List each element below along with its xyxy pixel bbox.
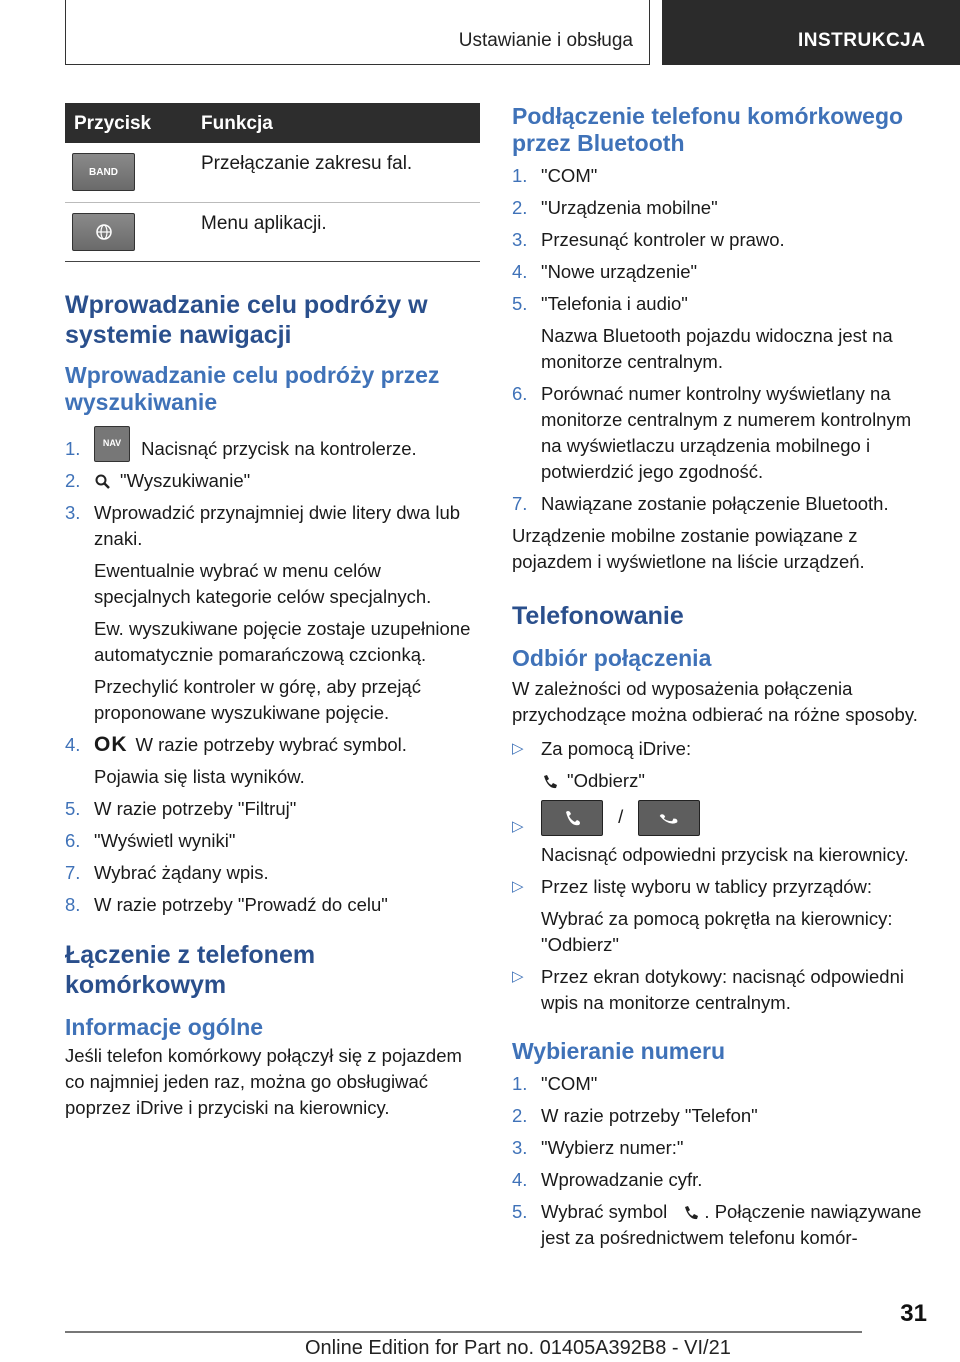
- table-header-button: Przycisk: [74, 113, 152, 134]
- footer-divider: [65, 1331, 862, 1333]
- step-number: 1.: [512, 165, 528, 186]
- phone-answer-icon: [541, 773, 559, 791]
- page-number: 31: [900, 1300, 927, 1327]
- table-cell-function: Menu aplikacji.: [201, 213, 327, 234]
- heading-dial-number: Wybieranie numeru: [512, 1038, 726, 1064]
- step-text: "COM": [541, 1073, 598, 1094]
- step-text-cont: . Połączenie nawiązywane jest za pośrednictwem telefonu komór-: [541, 1201, 922, 1248]
- right-column: [512, 103, 932, 1251]
- step-note: Ew. wyszukiwane pojęcie zostaje uzupełnione automatycznie pomarańczową czcionką.: [94, 618, 471, 665]
- step-text: "Nowe urządzenie": [541, 261, 698, 282]
- option-note: Nacisnąć odpowiedni przycisk na kierownicy.: [541, 844, 909, 865]
- table-header: [65, 103, 480, 143]
- bluetooth-result-text: Urządzenie mobilne zostanie powiązane z pojazdem i wyświetlone na liście urządzeń.: [512, 525, 865, 572]
- general-info-text: Jeśli telefon komórkowy połączył się z pojazdem co najmniej jeden raz, można go obsługiwać poprzez iDrive i przyciski na kierownicy.: [65, 1045, 462, 1118]
- heading-nav-destination: Wprowadzanie celu podróży w systemie nawigacji: [65, 291, 428, 349]
- left-column: [65, 103, 480, 1121]
- step-number: 3.: [512, 229, 528, 250]
- list-item: [512, 491, 932, 517]
- step-text: W razie potrzeby "Telefon": [541, 1105, 758, 1126]
- list-item: [512, 800, 932, 868]
- step-number: 6.: [65, 830, 81, 851]
- list-item: [512, 1071, 932, 1097]
- ok-symbol-icon: OK: [94, 733, 128, 756]
- step-text: Nawiązane zostanie połączenie Bluetooth.: [541, 493, 889, 514]
- step-number: 4.: [512, 1169, 528, 1190]
- option-note-text: "Odbierz": [567, 770, 645, 791]
- step-number: 2.: [512, 1105, 528, 1126]
- list-item: [512, 1103, 932, 1129]
- step-text: Wybrać żądany wpis.: [94, 862, 269, 883]
- globe-icon: [95, 223, 113, 241]
- step-text: "Telefonia i audio": [541, 293, 688, 314]
- heading-search-destination: Wprowadzanie celu podróży przez wyszukiwanie: [65, 362, 440, 415]
- step-text: "Wybierz numer:": [541, 1137, 684, 1158]
- header-tab-label: INSTRUKCJA: [798, 30, 926, 51]
- list-item: [512, 291, 932, 375]
- list-item: [65, 426, 480, 462]
- phone-handset-icon: [639, 801, 699, 835]
- header-section-title: Ustawianie i obsługa: [458, 30, 633, 51]
- steering-phone-button-icon: [638, 800, 700, 836]
- option-text: Za pomocą iDrive:: [541, 738, 692, 759]
- list-item: [512, 163, 932, 189]
- step-number: 3.: [65, 502, 81, 523]
- step-number: 2.: [65, 470, 81, 491]
- list-item: [512, 1167, 932, 1193]
- option-text: Przez ekran dotykowy: nacisnąć odpowiedni wpis na monitorze centralnym.: [541, 966, 904, 1013]
- list-item: [65, 892, 480, 918]
- step-text: Wybrać symbol: [541, 1201, 668, 1222]
- heading-bluetooth: Podłączenie telefonu komórkowego przez Bluetooth: [512, 103, 904, 156]
- heading-general-info: Informacje ogólne: [65, 1014, 264, 1040]
- footer-edition: Online Edition for Part no. 01405A392B8 - VI/21: [305, 1337, 731, 1359]
- list-item: [65, 860, 480, 886]
- bluetooth-steps-list: [512, 163, 932, 517]
- list-item: [512, 1135, 932, 1161]
- step-number: 5.: [65, 798, 81, 819]
- apps-menu-key-icon: [72, 213, 135, 251]
- step-number: 1.: [65, 438, 81, 459]
- button-function-table: [65, 103, 480, 262]
- receive-options-list: [512, 736, 932, 1016]
- step-note: Ewentualnie wybrać w menu celów specjalnych kategorie celów specjalnych.: [94, 560, 432, 607]
- step-text: W razie potrzeby wybrać symbol.: [135, 734, 407, 755]
- search-steps-list: [65, 426, 480, 918]
- step-text: W razie potrzeby "Filtruj": [94, 798, 297, 819]
- list-item: [512, 736, 932, 794]
- step-number: 1.: [512, 1073, 528, 1094]
- step-number: 8.: [65, 894, 81, 915]
- list-item: [65, 732, 480, 790]
- step-number: 7.: [512, 493, 528, 514]
- step-text: Nacisnąć przycisk na kontrolerze.: [141, 438, 417, 459]
- step-text: "COM": [541, 165, 598, 186]
- table-row: [65, 143, 480, 202]
- step-number: 5.: [512, 293, 528, 314]
- step-text: Wprowadzić przynajmniej dwie litery dwa lub znaki.: [94, 502, 461, 549]
- header-section-box: [65, 0, 650, 65]
- step-note: Nazwa Bluetooth pojazdu widoczna jest na monitorze centralnym.: [541, 325, 893, 372]
- step-number: 6.: [512, 383, 528, 404]
- phone-handset-icon: [542, 801, 602, 835]
- steering-answer-button-icon: [541, 800, 603, 836]
- list-item: [512, 381, 932, 485]
- step-text: Wprowadzanie cyfr.: [541, 1169, 703, 1190]
- step-number: 2.: [512, 197, 528, 218]
- header-tab: [662, 0, 960, 65]
- step-text: W razie potrzeby "Prowadź do celu": [94, 894, 388, 915]
- step-number: 4.: [512, 261, 528, 282]
- table-cell-function: Przełączanie zakresu fal.: [201, 153, 413, 174]
- triangle-bullet-icon: ▷: [512, 818, 524, 835]
- slash-separator: /: [618, 805, 624, 827]
- step-number: 7.: [65, 862, 81, 883]
- option-note: [541, 768, 932, 794]
- band-key-icon: BAND: [72, 153, 135, 191]
- search-icon: [94, 473, 112, 491]
- list-item: [512, 259, 932, 285]
- list-item: [512, 964, 932, 1016]
- nav-button-icon: NAV: [94, 426, 130, 462]
- list-item: [512, 1199, 932, 1251]
- step-text: Przesunąć kontroler w prawo.: [541, 229, 785, 250]
- list-item: [65, 828, 480, 854]
- step-text: "Wyszukiwanie": [120, 470, 251, 491]
- option-text: Przez listę wyboru w tablicy przyrządów:: [541, 876, 873, 897]
- step-text: "Urządzenia mobilne": [541, 197, 718, 218]
- heading-connect-phone: Łączenie z telefonem komórkowym: [65, 941, 316, 999]
- step-note: Pojawia się lista wyników.: [94, 766, 305, 787]
- heading-receive-call: Odbiór połączenia: [512, 645, 712, 671]
- step-note: Przechylić kontroler w górę, aby przejąć proponowane wyszukiwane pojęcie.: [94, 676, 421, 723]
- list-item: [65, 796, 480, 822]
- triangle-bullet-icon: ▷: [512, 740, 524, 757]
- triangle-bullet-icon: ▷: [512, 968, 524, 985]
- option-note: Wybrać za pomocą pokrętła na kierownicy: "Odbierz": [541, 908, 893, 955]
- step-number: 5.: [512, 1201, 528, 1222]
- step-text: Porównać numer kontrolny wyświetlany na monitorze centralnym z numerem kontrolnym na wyświetlaczu urządzenia mobilnego i potwierdzić jego zgodność.: [541, 383, 912, 482]
- list-item: [512, 874, 932, 958]
- phone-dial-icon: [682, 1204, 700, 1222]
- dial-steps-list: [512, 1071, 932, 1251]
- list-item: [65, 500, 480, 726]
- triangle-bullet-icon: ▷: [512, 878, 524, 895]
- heading-telephoning: Telefonowanie: [512, 602, 684, 630]
- table-row: [65, 202, 480, 261]
- step-number: 4.: [65, 734, 81, 755]
- list-item: [512, 195, 932, 221]
- step-number: 3.: [512, 1137, 528, 1158]
- list-item: [512, 227, 932, 253]
- step-text: "Wyświetl wyniki": [94, 830, 236, 851]
- table-header-function: Funkcja: [201, 113, 273, 134]
- list-item: [65, 468, 480, 494]
- receive-call-text: W zależności od wyposażenia połączenia przychodzące można odbierać na różne sposoby.: [512, 678, 918, 725]
